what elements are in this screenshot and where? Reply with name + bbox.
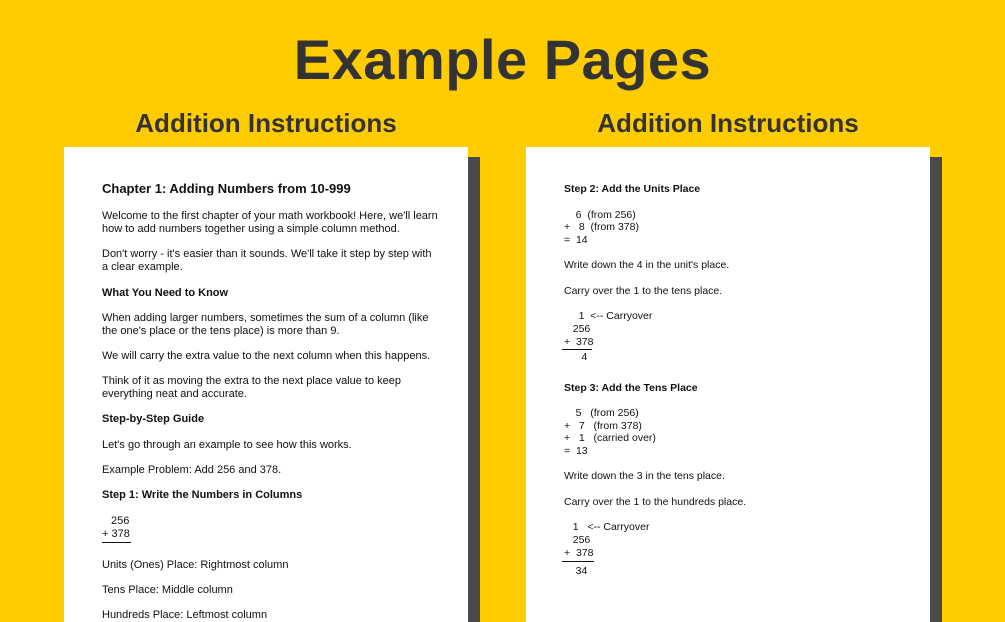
carry-to-tens-text: Carry over the 1 to the tens place.	[564, 285, 723, 297]
step2-line-3: = 14	[564, 234, 588, 246]
carry2-result: 34	[564, 565, 588, 577]
what-you-need-heading: What You Need to Know	[102, 287, 229, 299]
page-title: Example Pages	[293, 28, 712, 91]
chapter-title: Chapter 1: Adding Numbers from 10-999	[102, 181, 351, 196]
carry1-line-2: 256	[564, 323, 591, 335]
left-page-shadow	[468, 157, 480, 622]
carry1-underline	[562, 349, 592, 350]
left-column-heading: Addition Instructions	[135, 108, 397, 138]
right-column-heading: Addition Instructions	[597, 108, 859, 138]
we-will-carry-paragraph: We will carry the extra value to the next column when this happens.	[102, 350, 431, 362]
step2-heading: Step 2: Add the Units Place	[564, 183, 701, 195]
step3-line-3: + 1 (carried over)	[564, 432, 656, 444]
carry2-line-3: + 378	[564, 547, 594, 559]
welcome-paragraph: Welcome to the first chapter of your math workbook! Here, we'll learn how to add numbers together using a simple column method.	[102, 210, 438, 235]
carry1-result: 4	[564, 351, 588, 363]
tens-place-text: Tens Place: Middle column	[102, 584, 233, 596]
carry2-line-1: 1 <-- Carryover	[564, 521, 650, 533]
when-adding-paragraph: When adding larger numbers, sometimes the sum of a column (like the one's place or the tens place) is more than 9.	[102, 312, 429, 337]
think-of-it-paragraph: Think of it as moving the extra to the next place value to keep everything neat and accurate.	[102, 375, 402, 400]
units-place-text: Units (Ones) Place: Rightmost column	[102, 559, 289, 571]
carry-to-hundreds-text: Carry over the 1 to the hundreds place.	[564, 496, 747, 508]
hundreds-place-text: Hundreds Place: Leftmost column	[102, 609, 268, 621]
step2-line-1: 6 (from 256)	[564, 209, 636, 221]
carry1-line-1: 1 <-- Carryover	[564, 310, 653, 322]
step1-heading: Step 1: Write the Numbers in Columns	[102, 489, 303, 501]
step3-line-1: 5 (from 256)	[564, 407, 639, 419]
step3-line-2: + 7 (from 378)	[564, 420, 642, 432]
step3-heading: Step 3: Add the Tens Place	[564, 382, 698, 394]
right-page	[526, 147, 930, 622]
left-page	[64, 147, 468, 622]
step1-number-b: + 378	[102, 528, 130, 540]
right-page-shadow	[930, 157, 942, 622]
carry2-underline	[562, 561, 594, 562]
write-down-4-text: Write down the 4 in the unit's place.	[564, 259, 730, 271]
write-down-3-text: Write down the 3 in the tens place.	[564, 470, 725, 482]
step3-line-4: = 13	[564, 445, 588, 457]
carry1-line-3: + 378	[564, 336, 594, 348]
step2-line-2: + 8 (from 378)	[564, 221, 639, 233]
dont-worry-paragraph: Don't worry - it's easier than it sounds. We'll take it step by step with a clear example.	[102, 248, 432, 273]
carry2-line-2: 256	[564, 534, 591, 546]
guide-heading: Step-by-Step Guide	[102, 413, 205, 425]
step1-underline	[102, 542, 131, 543]
lets-go-paragraph: Let's go through an example to see how this works.	[102, 439, 352, 451]
step1-number-a: 256	[111, 515, 130, 527]
example-problem: Example Problem: Add 256 and 378.	[102, 464, 282, 476]
